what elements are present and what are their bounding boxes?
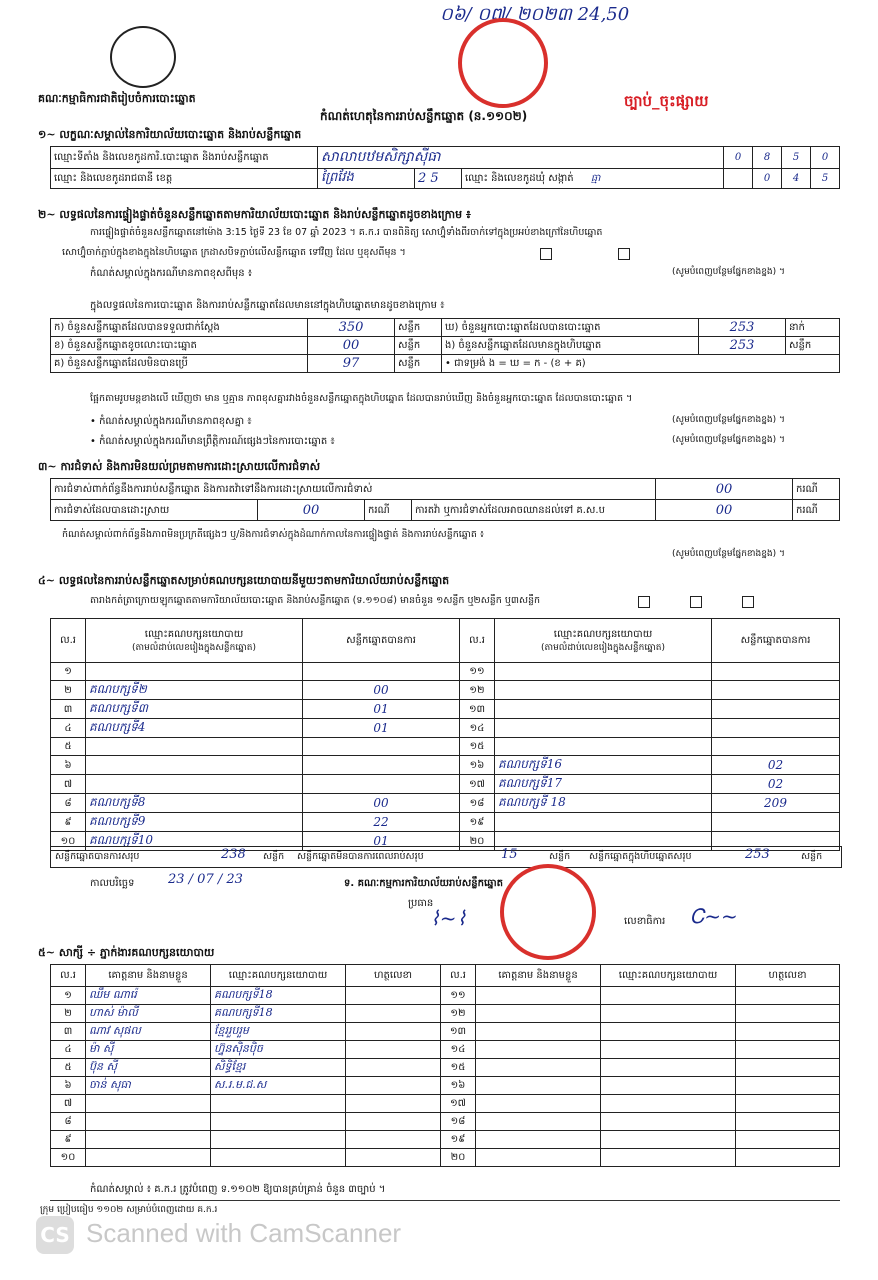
witness-signature: [346, 1095, 441, 1113]
sheet1-checkbox[interactable]: [638, 596, 650, 608]
appeal-value: 00: [656, 500, 793, 521]
party-name: [495, 681, 712, 700]
results-row: [51, 700, 840, 719]
row-number: ១៧: [460, 775, 495, 794]
witness-row: [51, 1041, 840, 1059]
witness-signature: [346, 1023, 441, 1041]
witness-header-no: ល.រ: [51, 965, 86, 987]
results-row: [51, 681, 840, 700]
row-number: ១: [51, 987, 86, 1005]
section2-heading: ២~ លទ្ធផលនៃការផ្ទៀងផ្ទាត់ចំនួនសន្លឹកឆ្នោតតាមការិយាល័យបោះឆ្នោត និងរាប់សន្លឹកឆ្នោតដូចខាងក្រោម ៖: [38, 208, 471, 221]
results-header-party-title-2: ឈ្មោះគណបក្សនយោបាយ: [553, 628, 653, 640]
party-name: គណបក្សទី8: [86, 794, 303, 813]
results-row: [51, 756, 840, 775]
location-code-2: 8: [753, 147, 782, 169]
witness-row: [51, 1077, 840, 1095]
witness-signature: [346, 1113, 441, 1131]
witness-header-name: គោត្តនាម និងនាមខ្លួន: [86, 965, 211, 987]
row-kho-unit: នាក់: [786, 319, 840, 337]
witness-party: [601, 1131, 736, 1149]
section1-table: [50, 146, 840, 189]
row-number: ១០: [51, 832, 86, 851]
witness-party: [211, 1149, 346, 1167]
witness-header-sign: ហត្ថលេខា: [346, 965, 441, 987]
witness-name: [476, 1041, 601, 1059]
national-emblem-icon: [110, 26, 176, 88]
section2-note1: កំណត់សម្គាល់ក្នុងករណីមានភាពខុសពីមុន ៖: [90, 268, 253, 279]
section5-note: កំណត់សម្គាល់ ៖ គ.ក.រ ត្រូវបំពេញ ទ.១១០២ ឱ្យបានគ្រប់គ្រាន់ ចំនួន ៣ច្បាប់ ។: [90, 1184, 386, 1195]
province-label: ឈ្មោះ និងលេខកូដរាជធានី ខេត្ត: [51, 169, 318, 189]
witness-name: ណាវ សុផល: [86, 1023, 211, 1041]
row-number: ១២: [441, 1005, 476, 1023]
formula: • ជាទម្រង់ ង = ឃ = ក - (ខ + គ): [442, 355, 840, 373]
sheet2-checkbox[interactable]: [690, 596, 702, 608]
party-name: [495, 700, 712, 719]
row-kha-label: ខ) ចំនួនសន្លឹកឆ្នោតខូចលោះបោះឆ្នោត: [51, 337, 308, 355]
province-code: 2 5: [415, 169, 462, 189]
witness-row: [51, 1149, 840, 1167]
results-row: [51, 813, 840, 832]
vote-count: [303, 756, 460, 775]
witness-signature: [346, 1005, 441, 1023]
total-box-unit: សន្លឹក: [801, 851, 823, 862]
vote-count: 01: [303, 700, 460, 719]
witness-name: [476, 1059, 601, 1077]
witness-signature: [736, 1023, 840, 1041]
party-name: គណបក្សទី17: [495, 775, 712, 794]
section3-note: កំណត់សម្គាល់ពាក់ព័ន្ធនឹងភាពមិនប្រក្រតីផ្សេងៗ ឬ/និងការជំទាស់ក្នុងដំណាក់កាលនៃការផ្ទៀងផ្ទាត់ និងការរាប់សន្លឹកឆ្នោត ៖: [62, 529, 485, 540]
witness-party: [211, 1095, 346, 1113]
witness-party: [601, 1077, 736, 1095]
results-table: [50, 618, 840, 851]
witness-signature: [736, 1113, 840, 1131]
party-name: [86, 663, 303, 681]
witness-signature: [346, 1059, 441, 1077]
row-number: ៦: [51, 756, 86, 775]
row-number: ២: [51, 1005, 86, 1023]
total-valid-value: 238: [221, 847, 246, 862]
vote-count: [712, 719, 840, 738]
row-number: ៨: [51, 794, 86, 813]
witness-signature: [346, 1077, 441, 1095]
party-name: [86, 775, 303, 794]
row-number: ២: [51, 681, 86, 700]
witness-name: [476, 1149, 601, 1167]
section5-heading: ៥~ សាក្សី ÷ ភ្នាក់ងារគណបក្សនយោបាយ: [38, 946, 215, 959]
row-number: ៦: [51, 1077, 86, 1095]
commune-code-1: 0: [753, 169, 782, 189]
fill-hint-4: (សូមបំពេញបន្ថែមផ្នែកខាងខ្នង) ។: [672, 549, 785, 559]
witness-name: ហាស់ ម៉ាលី: [86, 1005, 211, 1023]
objection-unit: ករណី: [793, 479, 840, 500]
row-ngo-value: 253: [699, 337, 786, 355]
witness-name: ម៉ា ស៊ី: [86, 1041, 211, 1059]
commune-code-3: 5: [811, 169, 840, 189]
results-row: [51, 775, 840, 794]
different-checkbox[interactable]: [618, 248, 630, 260]
party-name: គណបក្សទី10: [86, 832, 303, 851]
province-value: ព្រៃវែង: [318, 169, 415, 189]
appeal-unit: ករណី: [793, 500, 840, 521]
witness-header-name-2: គោត្តនាម និងនាមខ្លួន: [476, 965, 601, 987]
objection-value: 00: [656, 479, 793, 500]
row-number: ៤: [51, 1041, 86, 1059]
resolved-label: ការជំទាស់ដែលបានដោះស្រាយ: [51, 500, 258, 521]
row-number: ១៥: [460, 738, 495, 756]
witness-party: គណបក្សទី18: [211, 1005, 346, 1023]
witness-name: [476, 1095, 601, 1113]
row-number: ១: [51, 663, 86, 681]
section2-bullet2: • កំណត់សម្គាល់ក្នុងករណីមានព្រឹត្តិការណ៍ផ្សេងៗនៃការបោះឆ្នោត ៖: [90, 436, 335, 447]
witness-header-party: ឈ្មោះគណបក្សនយោបាយ: [211, 965, 346, 987]
fill-hint-1: (សូមបំពេញបន្ថែមផ្នែកខាងខ្នង) ។: [672, 267, 785, 277]
sheet3-checkbox[interactable]: [742, 596, 754, 608]
row-number: ៣: [51, 700, 86, 719]
witness-signature: [736, 1095, 840, 1113]
row-number: ១៨: [441, 1113, 476, 1131]
vote-count: 01: [303, 719, 460, 738]
vote-count: [712, 813, 840, 832]
witness-party: [601, 1113, 736, 1131]
row-number: ៨: [51, 1113, 86, 1131]
results-header-party-sub: (តាមលំដាប់លេខរៀងក្នុងសន្លឹកឆ្នោត): [132, 642, 256, 653]
party-name: គណបក្សទី២: [86, 681, 303, 700]
footer-divider: [50, 1200, 840, 1201]
fill-hint-2: (សូមបំពេញបន្ថែមផ្នែកខាងខ្នង) ។: [672, 415, 785, 425]
witness-party: [601, 987, 736, 1005]
witness-header-no-2: ល.រ: [441, 965, 476, 987]
witness-header-sign-2: ហត្ថលេខា: [736, 965, 840, 987]
party-name: [86, 738, 303, 756]
row-ko-label: គ) ចំនួនសន្លឹកឆ្នោតដែលមិនបានប្រើ: [51, 355, 308, 373]
vote-count: 02: [712, 756, 840, 775]
results-row: [51, 738, 840, 756]
commune-value: ធ្មា: [590, 173, 601, 184]
row-number: ៩: [51, 813, 86, 832]
row-number: ៥: [51, 1059, 86, 1077]
witness-name: [476, 1005, 601, 1023]
vote-count: 02: [712, 775, 840, 794]
resolved-value: 00: [258, 500, 365, 521]
party-name: [495, 738, 712, 756]
witness-row: [51, 1023, 840, 1041]
witness-name: [86, 1149, 211, 1167]
total-valid-unit: សន្លឹក: [263, 851, 285, 862]
row-number: ២០: [460, 832, 495, 851]
witness-party: [211, 1113, 346, 1131]
witness-signature: [736, 987, 840, 1005]
results-row: [51, 663, 840, 681]
witness-name: [476, 1113, 601, 1131]
vote-count: [712, 738, 840, 756]
witness-party: [601, 1149, 736, 1167]
row-kha-value: 00: [308, 337, 395, 355]
section2-line2: សោហ្វ៊ុំចាក់ភ្ជាប់ក្នុងខាងក្នុងនៃហិបឆ្នោត ក្រដាសបិទភ្ជាប់លើសន្លឹកឆ្នោត ទៅវិញ ដែល ឬខុសពីមុន ។: [62, 247, 406, 258]
location-code-1: 0: [724, 147, 753, 169]
location-code-3: 5: [782, 147, 811, 169]
witness-party: គណបក្សទី18: [211, 987, 346, 1005]
witness-name: [476, 1023, 601, 1041]
camscanner-logo-icon: CS: [36, 1216, 74, 1254]
totals-row: [50, 846, 842, 868]
witness-row: [51, 1113, 840, 1131]
secretary-label: លេខាធិការ: [624, 916, 666, 927]
commune-code-2: 4: [782, 169, 811, 189]
witness-party: [601, 1023, 736, 1041]
red-seal-top: [458, 18, 548, 108]
witness-signature: [736, 1059, 840, 1077]
section3-table: [50, 478, 840, 521]
witness-name: [86, 1113, 211, 1131]
row-ko-value: 97: [308, 355, 395, 373]
row-ka-unit: សន្លឹក: [395, 319, 442, 337]
section4-heading: ៤~ លទ្ធផលនៃការរាប់សន្លឹកឆ្នោតសម្រាប់គណបក្សនយោបាយនីមួយៗតាមការិយាល័យរាប់សន្លឹកឆ្នោត: [38, 574, 450, 587]
row-number: ២០: [441, 1149, 476, 1167]
row-number: ១៩: [441, 1131, 476, 1149]
party-name: [495, 663, 712, 681]
section4-intro: តារាងកត់ត្រាក្រោយឡុកឆ្នោតតាមការិយាល័យបោះឆ្នោត និងរាប់សន្លឹកឆ្នោត (ទ.១១០៨) មានចំនួន ១សន្លឹក ឬ២សន្លឹក ឬ៣សន្លឹក: [90, 595, 541, 606]
party-name: គណបក្សទី16: [495, 756, 712, 775]
resolved-unit: ករណី: [365, 500, 412, 521]
authority-name: គណៈកម្មាធិការជាតិរៀបចំការបោះឆ្នោត: [38, 92, 196, 105]
form-note: ក្រុម ប្រៀបធៀប ១១០២ សម្រាប់បំពេញដោយ គ.ក.រ: [40, 1205, 218, 1215]
witness-signature: [736, 1149, 840, 1167]
witness-header-party-2: ឈ្មោះគណបក្សនយោបាយ: [601, 965, 736, 987]
form-title: កំណត់ហេតុនៃការរាប់សន្លឹកឆ្នោត (ន.១១០២): [320, 109, 528, 123]
fill-hint-3: (សូមបំពេញបន្ថែមផ្នែកខាងខ្នង) ។: [672, 435, 785, 445]
secretary-signature: Ꮯ~~: [690, 904, 738, 928]
total-box-value: 253: [745, 847, 770, 862]
witness-row: [51, 1095, 840, 1113]
results-header-no-2: ល.រ: [460, 619, 495, 663]
vote-count: 00: [303, 794, 460, 813]
row-ka-label: ក) ចំនួនសន្លឹកឆ្នោតដែលបានទទួលជាក់ស្តែង: [51, 319, 308, 337]
red-seal-committee: [500, 864, 596, 960]
witness-name: ចាន់ សុធា: [86, 1077, 211, 1095]
witness-party: [601, 1059, 736, 1077]
row-number: ១១: [441, 987, 476, 1005]
row-number: ៩: [51, 1131, 86, 1149]
results-header-party: [86, 619, 303, 663]
witness-signature: [346, 1041, 441, 1059]
chair-label: ប្រធាន: [408, 898, 434, 909]
results-header-party-title: ឈ្មោះគណបក្សនយោបាយ: [144, 628, 244, 640]
witness-signature: [346, 1131, 441, 1149]
row-number: ១០: [51, 1149, 86, 1167]
section2-line3: ក្នុងលទ្ធផលនៃការបោះឆ្នោត និងការរាប់សន្លឹកឆ្នោតដែលមាននៅក្នុងហិបឆ្នោតមានដូចខាងក្រោម ៖: [90, 300, 445, 311]
location-value: សាលាបឋមសិក្សាស៊ីធា: [318, 147, 724, 169]
vote-count: [303, 775, 460, 794]
date-value: 23 / 07 / 23: [168, 872, 243, 887]
results-header-no: ល.រ: [51, 619, 86, 663]
witness-name: [86, 1131, 211, 1149]
row-number: ១៦: [460, 756, 495, 775]
witness-name: [476, 1077, 601, 1095]
vote-count: 209: [712, 794, 840, 813]
row-number: ១៧: [441, 1095, 476, 1113]
witness-name: ប៊ុន ស៊ី: [86, 1059, 211, 1077]
vote-count: 00: [303, 681, 460, 700]
total-invalid-unit: សន្លឹក: [549, 851, 571, 862]
witness-signature: [736, 1131, 840, 1149]
total-invalid-label: សន្លឹកឆ្នោតមិនបានការពេលរាប់សរុប: [297, 851, 424, 862]
witness-name: [476, 987, 601, 1005]
section1-heading: ១~ លក្ខណៈសម្គាល់នៃការិយាល័យបោះឆ្នោត និងរាប់សន្លឹកឆ្នោត: [38, 128, 302, 141]
row-ka-value: 350: [308, 319, 395, 337]
location-code-4: 0: [811, 147, 840, 169]
section2-bullet1: • កំណត់សម្គាល់ក្នុងករណីមានភាពខុសគ្នា ៖: [90, 416, 252, 427]
results-row: [51, 794, 840, 813]
row-number: ១៣: [460, 700, 495, 719]
party-name: គណបក្សទី9: [86, 813, 303, 832]
witness-signature: [346, 987, 441, 1005]
row-kho-label: ឃ) ចំនួនអ្នកបោះឆ្នោតដែលបានបោះឆ្នោត: [442, 319, 699, 337]
witness-name: ឈឹម ណារ៉េ: [86, 987, 211, 1005]
vote-count: [712, 663, 840, 681]
witness-party: ហ្វ៊ុនស៊ិនប៉ិច: [211, 1041, 346, 1059]
row-number: ១៦: [441, 1077, 476, 1095]
witness-row: [51, 987, 840, 1005]
row-ngo-unit: សន្លឹក: [786, 337, 840, 355]
witness-party: [601, 1095, 736, 1113]
vote-count: [712, 700, 840, 719]
total-invalid-value: 15: [501, 847, 518, 862]
section2-table: [50, 318, 840, 373]
witness-signature: [736, 1077, 840, 1095]
section3-heading: ៣~ ការជំទាស់ និងការមិនយល់ព្រមតាមការដោះស្រាយលើការជំទាស់: [38, 460, 321, 473]
row-number: ១៥: [441, 1059, 476, 1077]
witness-signature: [736, 1041, 840, 1059]
row-number: ៥: [51, 738, 86, 756]
row-number: ៣: [51, 1023, 86, 1041]
witness-name: [86, 1095, 211, 1113]
row-kha-unit: សន្លឹក: [395, 337, 442, 355]
section2-line1: ការផ្ទៀងផ្ទាត់ចំនួនសន្លឹកឆ្នោតនៅម៉ោង 3:15 ថ្ងៃទី 23 ខែ 07 ឆ្នាំ 2023 ។ គ.ក.រ បានពិនិត្យ សោហ្វ៊ុំទាំងពីរចាក់ទៅក្នុងប្រអប់ខាងក្រៅនៃហិបឆ្នោត: [90, 227, 603, 238]
witness-name: [476, 1131, 601, 1149]
committee-label: ទ. គណៈកម្មការការិយាល័យរាប់សន្លឹកឆ្នោត: [344, 878, 504, 889]
witness-party: សិទ្ធិខ្មែរ: [211, 1059, 346, 1077]
witness-party: ខ្មែររួបរួម: [211, 1023, 346, 1041]
witness-row: [51, 1005, 840, 1023]
red-stamp-label: ច្បាប់_ចុះផ្សាយ: [624, 92, 709, 110]
vote-count: [303, 738, 460, 756]
results-header-party-2: [495, 619, 712, 663]
objection-label: ការជំទាស់ពាក់ព័ន្ធនឹងការរាប់សន្លឹកឆ្នោត និងការតវ៉ាទៅនឹងការដោះស្រាយលើការជំទាស់: [51, 479, 656, 500]
row-number: ៤: [51, 719, 86, 738]
same-checkbox[interactable]: [540, 248, 552, 260]
results-header-votes-2: សន្លឹកឆ្នោតបានការ: [712, 619, 840, 663]
row-number: ១៨: [460, 794, 495, 813]
row-number: ១៤: [460, 719, 495, 738]
party-name: [495, 719, 712, 738]
row-number: ១២: [460, 681, 495, 700]
section2-check-line: ផ្អែកតាមរូបមន្តខាងលើ ឃើញថា មាន ឬគ្មាន ភាពខុសគ្នារវាងចំនួនសន្លឹកឆ្នោតក្នុងហិបឆ្នោត ដែលបានរាប់ឃើញ និងចំនួនអ្នកបោះឆ្នោត ដែលបានបោះឆ្នោត ។: [90, 393, 633, 404]
row-ko-unit: សន្លឹក: [395, 355, 442, 373]
row-kho-value: 253: [699, 319, 786, 337]
witness-table: [50, 964, 840, 1167]
row-number: ៧: [51, 1095, 86, 1113]
commune-cell: [462, 169, 724, 189]
vote-count: 01: [303, 832, 460, 851]
party-name: គណបក្សទី4: [86, 719, 303, 738]
party-name: គណបក្សទី 18: [495, 794, 712, 813]
total-box-label: សន្លឹកឆ្នោតក្នុងហិបឆ្នោតសរុប: [589, 851, 692, 862]
row-number: ១៩: [460, 813, 495, 832]
party-name: [86, 756, 303, 775]
row-number: ១៣: [441, 1023, 476, 1041]
results-row: [51, 719, 840, 738]
witness-row: [51, 1131, 840, 1149]
witness-party: ស.រ.ម.ជ.ស: [211, 1077, 346, 1095]
chair-signature: ⌇~⌇: [430, 906, 467, 930]
witness-row: [51, 1059, 840, 1077]
row-number: ១១: [460, 663, 495, 681]
camscanner-watermark: Scanned with CamScanner: [86, 1218, 402, 1248]
party-name: [495, 813, 712, 832]
witness-signature: [346, 1149, 441, 1167]
witness-party: [601, 1041, 736, 1059]
results-header-votes: សន្លឹកឆ្នោតបានការ: [303, 619, 460, 663]
vote-count: [712, 681, 840, 700]
top-handwriting: ០៦/ ០៧/ ២០២៣ 24,50: [440, 4, 630, 25]
commune-label: ឈ្មោះ និងលេខកូដឃុំ សង្កាត់: [465, 173, 574, 184]
witness-party: [601, 1005, 736, 1023]
vote-count: [303, 663, 460, 681]
party-name: គណបក្សទី៣: [86, 700, 303, 719]
row-number: ១៤: [441, 1041, 476, 1059]
vote-count: 22: [303, 813, 460, 832]
location-label: ឈ្មោះទីតាំង និងលេខកូដការិ.បោះឆ្នោត និងរាប់សន្លឹកឆ្នោត: [51, 147, 318, 169]
appeal-label: ការតវ៉ា ឬការជំទាស់ដែលអាចឈានដល់ទៅ គ.ស.ប: [412, 500, 656, 521]
witness-party: [211, 1131, 346, 1149]
results-header-party-sub-2: (តាមលំដាប់លេខរៀងក្នុងសន្លឹកឆ្នោត): [541, 642, 665, 653]
row-number: ៧: [51, 775, 86, 794]
date-label: កាលបរិច្ឆេទ: [90, 878, 135, 889]
witness-signature: [736, 1005, 840, 1023]
row-ngo-label: ង) ចំនួនសន្លឹកឆ្នោតដែលមានក្នុងហិបឆ្នោត: [442, 337, 699, 355]
total-valid-label: សន្លឹកឆ្នោតបានការសរុប: [55, 851, 140, 862]
